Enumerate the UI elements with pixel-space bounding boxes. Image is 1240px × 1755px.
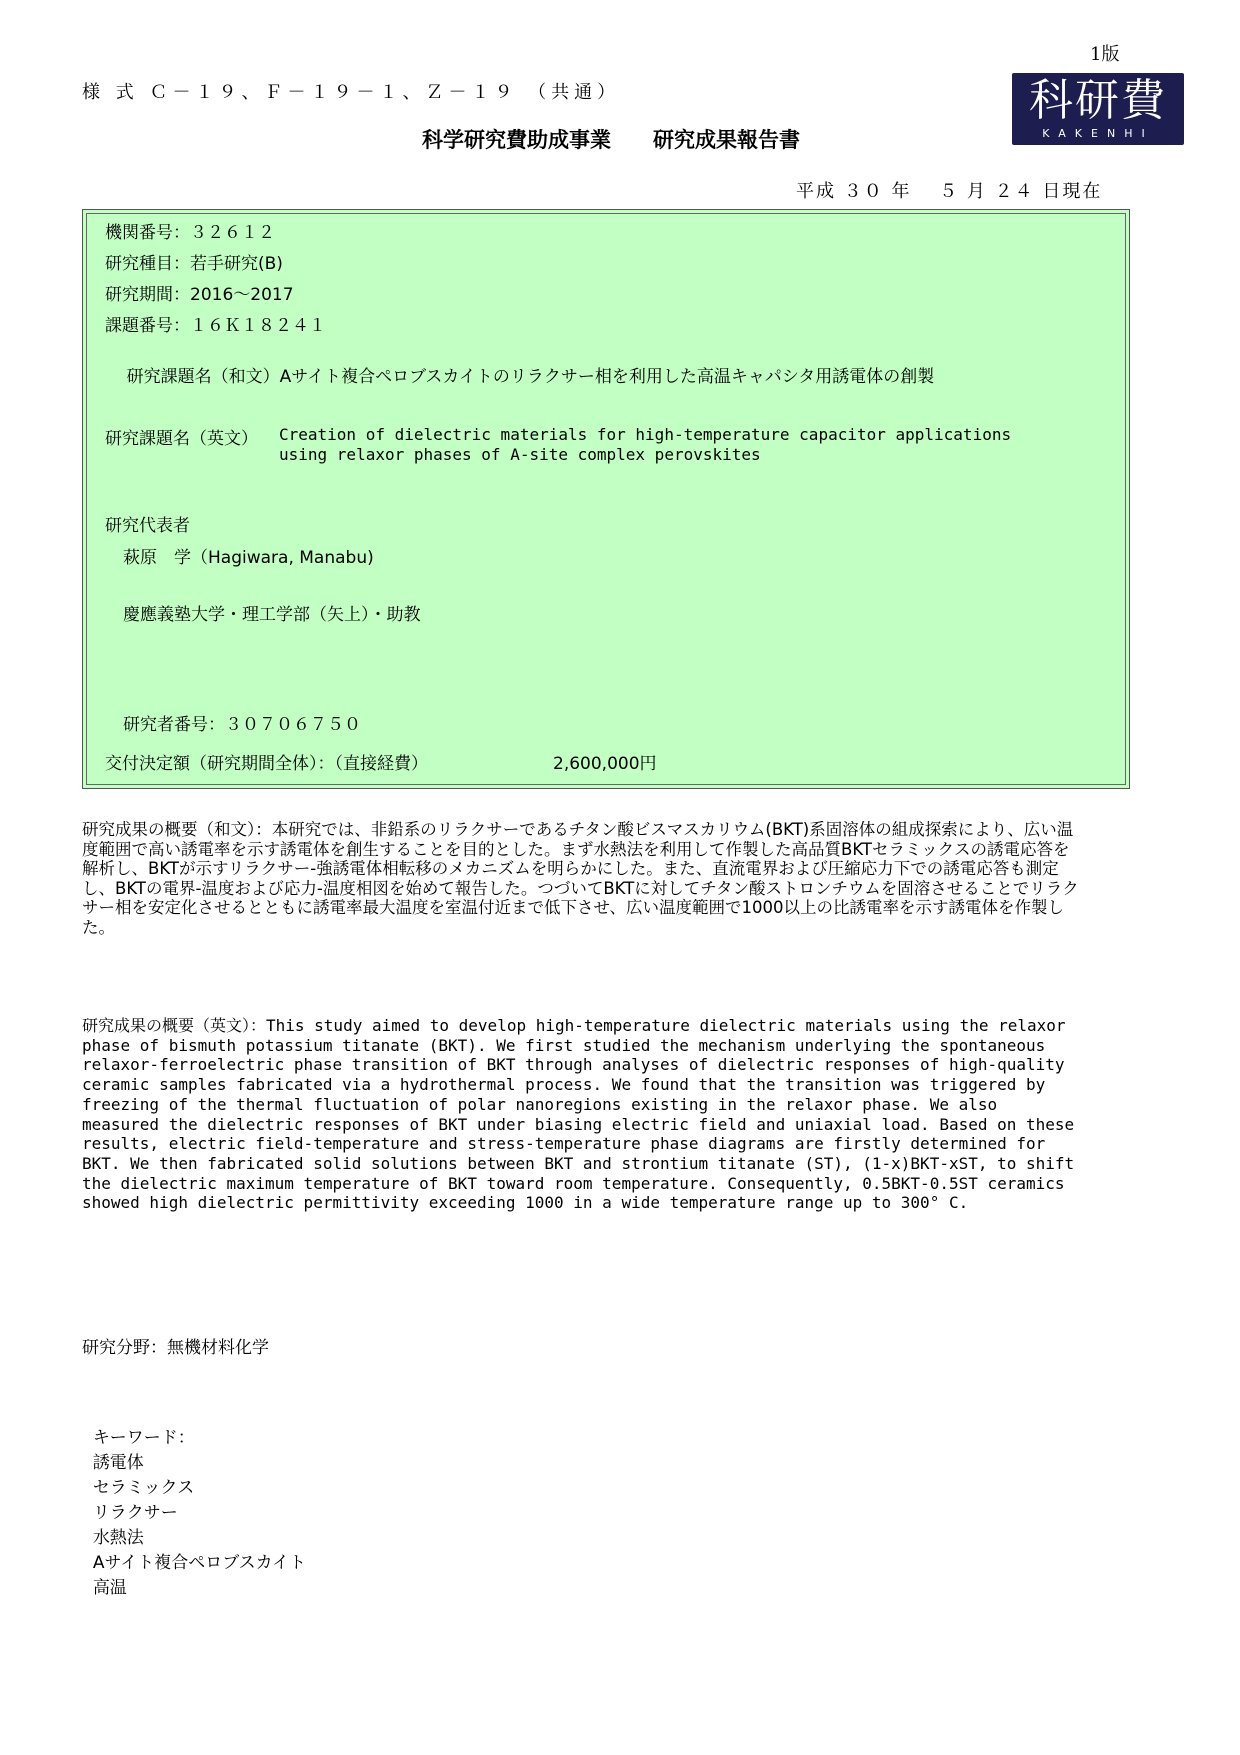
- affiliation: 慶應義塾大学・理工学部（矢上）・助教: [123, 605, 421, 625]
- representative-name: 萩原 学（Hagiwara, Manabu): [123, 548, 374, 568]
- project-title-ja-row: [105, 342, 934, 407]
- project-title-ja-label: 研究課題名（和文）: [126, 367, 280, 387]
- project-title-en-line2: using relaxor phases of A-site complex perovskites: [279, 445, 761, 464]
- grant-amount: 2,600,000円: [553, 754, 657, 774]
- researcher-number: 研究者番号：３０７０６７５０: [123, 715, 361, 735]
- project-title-en-line1: Creation of dielectric materials for high-temperature capacitor applications: [279, 425, 1012, 444]
- grant-label: 交付決定額（研究期間全体）：（直接経費）: [105, 754, 428, 774]
- project-number: 課題番号：１６Ｋ１８２４１: [105, 316, 326, 336]
- form-code: 様 式 Ｃ－１９、Ｆ－１９－１、Ｚ－１９ （共通）: [82, 82, 621, 103]
- logo-kanji: 科研費: [1029, 75, 1167, 126]
- keyword: 水熱法: [92, 1528, 144, 1548]
- research-category: 研究種目：若手研究(B): [105, 254, 283, 274]
- project-info-box: [82, 209, 1130, 789]
- keyword: リラクサー: [92, 1503, 178, 1523]
- logo-roman: KAKENHI: [1042, 127, 1154, 140]
- keyword: Aサイト複合ペロブスカイト: [92, 1553, 307, 1573]
- version-label: 1版: [1090, 44, 1120, 65]
- research-period: 研究期間：2016～2017: [105, 285, 294, 305]
- keywords-row: [82, 1403, 324, 1598]
- document-title: 科学研究費助成事業 研究成果報告書: [422, 128, 800, 152]
- project-title-en-label: 研究課題名（英文）: [105, 429, 258, 449]
- research-field: 研究分野：無機材料化学: [82, 1338, 269, 1358]
- institution-number: 機関番号：３２６１２: [105, 223, 275, 243]
- keywords-label: キーワード：: [92, 1428, 195, 1448]
- keyword: 誘電体: [92, 1453, 144, 1473]
- keyword: セラミックス: [92, 1478, 195, 1498]
- summary-english: 研究成果の概要（英文）：This study aimed to develop high-temperature dielectric materials using the relaxor phase of bismuth potassium titanate (BKT). We first studied the mechanism underlying the spontaneous relaxor-ferroelectric phase transition of BKT through analyses of dielectric responses of high-quality ceramic samples fabricated via a hydrothermal process. We found that the transition was triggered by freezing of the thermal fluctuation of polar nanoregions existing in the relaxor phase. We also measured the dielectric responses of BKT under biasing electric field and uniaxial load. Based on these results, electric field-temperature and stress-temperature phase diagrams are firstly determined for BKT. We then fabricated solid solutions between BKT and strontium titanate (ST), (1-x)BKT-xST, to shift the dielectric maximum temperature of BKT toward room temperature. Consequently, 0.5BKT-0.5ST ceramics showed high dielectric permittivity exceeding 1000 in a wide temperature range up to 300° C.: [82, 1016, 1075, 1213]
- summary-japanese: 研究成果の概要（和文）：本研究では、非鉛系のリラクサーであるチタン酸ビスマスカリウム(BKT)系固溶体の組成探索により、広い温度範囲で高い誘電率を示す誘電体を創生することを目的とした。まず水熱法を利用して作製した高品質BKTセラミックスの誘電応答を解析し、BKTが示すリラクサー-強誘電体相転移のメカニズムを明らかにした。また、直流電界および圧縮応力下での誘電応答も測定し、BKTの電界-温度および応力-温度相図を始めて報告した。つづいてBKTに対してチタン酸ストロンチウムを固溶させることでリラクサー相を安定化させるとともに誘電率最大温度を室温付近まで低下させ、広い温度範囲で1000以上の比誘電率を示す誘電体を作製した。: [82, 820, 1079, 937]
- kakenhi-logo: [1012, 73, 1184, 145]
- keyword: 高温: [92, 1578, 127, 1598]
- report-date: 平成 ３０ 年 ５ 月 ２４ 日現在: [796, 181, 1103, 202]
- project-title-ja: Aサイト複合ペロブスカイトのリラクサー相を利用した高温キャパシタ用誘電体の創製: [279, 367, 935, 387]
- representative-label: 研究代表者: [105, 516, 190, 536]
